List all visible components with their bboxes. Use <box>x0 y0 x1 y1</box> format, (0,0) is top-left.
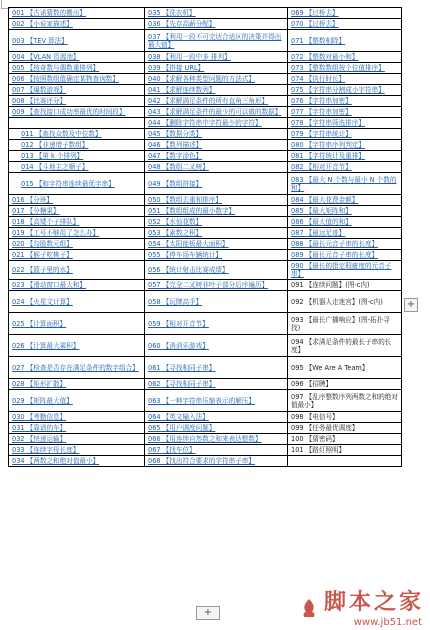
table-row <box>9 434 402 445</box>
index-link-3[interactable]: 072 【整数对最小和】 <box>288 52 402 63</box>
index-link-3[interactable]: 091 【连续问题】(图-c内) <box>288 280 402 291</box>
index-link-1[interactable]: 029 【矩阵最大值】 <box>9 390 145 412</box>
index-link-2[interactable]: 036 【先存高薪分配】 <box>145 19 288 30</box>
table-row <box>9 195 402 206</box>
index-link-2[interactable]: 067 【找车位】 <box>145 445 288 456</box>
index-link-2[interactable]: 052 【水仙花数】 <box>145 217 288 228</box>
index-link-3[interactable]: 070 【过桥去】 <box>288 19 402 30</box>
index-link-3[interactable]: 090 【最长的指定瑕疵度的元音子串】 <box>288 261 402 280</box>
table-row <box>9 30 402 52</box>
index-link-1[interactable]: 002 【小说家描述】 <box>9 19 145 30</box>
index-link-1[interactable]: 013 【第 k 个排列】 <box>9 151 145 162</box>
index-link-1[interactable]: 021 【猴子吃桃子】 <box>9 250 145 261</box>
add-row-plus-icon[interactable]: + <box>196 606 220 620</box>
index-link-2[interactable]: 037 【利用一段不可完达合适区的决策并得出最大值】 <box>145 30 288 52</box>
index-link-2[interactable]: 045 【数据分类】 <box>145 129 288 140</box>
index-link-1[interactable]: 034 【两数之和绝对值最小】 <box>9 456 145 467</box>
index-link-1[interactable]: 030 【考勤信息】 <box>9 412 145 423</box>
index-link-3[interactable]: 096 【招聘】 <box>288 379 402 390</box>
index-link-1[interactable]: 009 【查找接口成功率最优的时间段】 <box>9 107 145 118</box>
index-link-1[interactable]: 023 【滑动窗口最大和】 <box>9 280 145 291</box>
table-row <box>9 74 402 85</box>
table-row <box>9 412 402 423</box>
index-link-2[interactable]: 051 【数组组成的最小数字】 <box>145 206 288 217</box>
table-row <box>9 206 402 217</box>
index-link-2[interactable]: 058 【玩牌高手】 <box>145 291 288 313</box>
index-link-3[interactable]: 089 【最长元音子串的长度】 <box>288 250 402 261</box>
index-link-2[interactable]: 038 【利用一段中多 排列】 <box>145 52 288 63</box>
index-link-3[interactable]: 082 【相对开音节】 <box>288 162 402 173</box>
table-row <box>9 379 402 390</box>
index-link-3[interactable]: 080 【字符串序列判定】 <box>288 140 402 151</box>
watermark-url: www.jb51.net <box>353 617 422 628</box>
index-link-1[interactable]: 015 【和字符串连续最优字串】 <box>9 173 145 195</box>
index-link-2[interactable]: 050 【数组去重和排序】 <box>145 195 288 206</box>
index-link-2[interactable]: 066 【用连续自然数之和来表达整数】 <box>145 434 288 445</box>
index-link-2[interactable]: 062 【寻找相同子串】 <box>145 379 288 390</box>
index-link-3[interactable]: 078 【字符串筛选排序】 <box>288 118 402 129</box>
index-link-1[interactable]: 022 【篮子里的水】 <box>9 261 145 280</box>
table-row <box>9 173 402 195</box>
index-link-3[interactable]: 092 【机器人走迷宫】(图-c内) <box>288 291 402 313</box>
index-link-2[interactable]: 040 【求解各种类型问题的方法式】 <box>145 74 288 85</box>
index-link-2[interactable]: 048 【数组二叉树】 <box>145 162 288 173</box>
index-link-2[interactable]: 043 【求解满足条件的最少的可以做的数据】 <box>145 107 288 118</box>
index-link-2[interactable]: 057 【完全二叉树非叶子部分后序遍历】 <box>145 280 288 291</box>
index-link-2[interactable]: 055 【停车场车辆统计】 <box>145 250 288 261</box>
site-logo-icon <box>300 598 318 620</box>
index-link-2[interactable]: 041 【求解连续数列】 <box>145 85 288 96</box>
table-row <box>9 390 402 412</box>
index-link-1[interactable]: 011 【查找众数及中位数】 <box>9 129 145 140</box>
index-link-3[interactable]: 073 【整数数组按个位值排序】 <box>288 63 402 74</box>
index-link-2[interactable]: 044 【删除字符串中字符最少的字符】 <box>145 118 288 129</box>
index-link-2[interactable]: 056 【统计射击比赛成绩】 <box>145 261 288 280</box>
table-row <box>9 239 402 250</box>
table-row <box>9 423 402 434</box>
index-link-3[interactable]: 093 【最长广播响应】(图-拓扑寻找) <box>288 313 402 335</box>
table-row <box>9 85 402 96</box>
index-link-2[interactable]: 060 【消消乐游戏】 <box>145 335 288 357</box>
index-link-3[interactable]: 076 【字符串加密】 <box>288 96 402 107</box>
index-link-1[interactable]: 025 【计算面积】 <box>9 313 145 335</box>
index-link-1[interactable]: 008 【比赛评分】 <box>9 96 145 107</box>
table-row <box>9 63 402 74</box>
index-link-1[interactable]: 032 【快递运输】 <box>9 434 145 445</box>
table-row <box>9 217 402 228</box>
index-link-1[interactable]: 028 【矩形扩散】 <box>9 379 145 390</box>
index-link-2[interactable]: 042 【求解满足条件的所有直角三角形】 <box>145 96 288 107</box>
index-link-3[interactable]: 095 【We Are A Team】 <box>288 357 402 379</box>
table-row <box>9 140 402 151</box>
index-link-1[interactable]: 020 【勾股数元组】 <box>9 239 145 250</box>
index-link-3[interactable]: 099 【任务最优调度】 <box>288 423 402 434</box>
watermark-brand: 脚本之家 <box>323 589 424 615</box>
index-link-3[interactable]: 081 【字符统计及重排】 <box>288 151 402 162</box>
index-link-1[interactable]: 018 【高矮个子排队】 <box>9 217 145 228</box>
table-row <box>9 357 402 379</box>
table-row <box>9 19 402 30</box>
add-column-plus-icon[interactable]: + <box>404 298 418 312</box>
table-row <box>9 291 402 313</box>
index-link-3[interactable]: 079 【字符串统计】 <box>288 129 402 140</box>
index-link-1[interactable]: 014 【斗地主之顺子】 <box>9 162 145 173</box>
index-link-3[interactable]: 069 【过桥去】 <box>288 8 402 19</box>
index-link-2[interactable]: 068 【找出符合要求的字符串子串】 <box>145 456 288 467</box>
index-link-3[interactable]: 100 【猜密码】 <box>288 434 402 445</box>
index-link-1[interactable]: 024 【火星文计算】 <box>9 291 145 313</box>
index-link-2[interactable]: 063 【一种字符串压缩表示的解压】 <box>145 390 288 412</box>
table-row <box>9 280 402 291</box>
index-link-1[interactable]: 007 【爆数游戏】 <box>9 85 145 96</box>
index-link-3[interactable]: 101 【路灯照明】 <box>288 445 402 456</box>
table-row <box>9 313 402 335</box>
index-link-1 <box>9 118 145 129</box>
index-link-1[interactable]: 033 【连续字母长度】 <box>9 445 145 456</box>
index-link-1[interactable]: 001 【古诺猜数的搬出】 <box>9 8 145 19</box>
index-link-3 <box>288 456 402 467</box>
index-link-3[interactable]: 098 【电信号】 <box>288 412 402 423</box>
index-link-3[interactable]: 094 【求满足条件的最长子串的长度】 <box>288 335 402 357</box>
table-row <box>9 107 402 118</box>
index-link-1[interactable]: 017 【分糖果】 <box>9 206 145 217</box>
index-link-2[interactable]: 047 【数字涂色】 <box>145 151 288 162</box>
table-row <box>9 261 402 280</box>
index-link-3[interactable]: 097 【乱序整数序列两数之和的绝对值最小】 <box>288 390 402 412</box>
index-link-2[interactable]: 065 【用户调度问题】 <box>145 423 288 434</box>
index-link-1[interactable]: 026 【计算最大乘积】 <box>9 335 145 357</box>
table-row <box>9 8 402 19</box>
index-link-3[interactable]: 071 【整数相除】 <box>288 30 402 52</box>
table-row <box>9 118 402 129</box>
index-link-1[interactable]: 003 【TEV 算法】 <box>9 30 145 52</box>
index-link-1[interactable]: 006 【按照数组值确定某物查询数】 <box>9 74 145 85</box>
table-row <box>9 456 402 467</box>
table-row <box>9 129 402 140</box>
table-row <box>9 151 402 162</box>
index-link-1[interactable]: 004 【VLAN 资源池】 <box>9 52 145 63</box>
index-link-2[interactable]: 061 【寻找相同子串】 <box>145 357 288 379</box>
index-link-1[interactable]: 005 【按奇数与偶数重排列】 <box>9 63 145 74</box>
table-row <box>9 445 402 456</box>
index-link-3[interactable]: 083 【最大 N 个数与最小 N 个数的和】 <box>288 173 402 195</box>
index-link-2[interactable]: 054 【太阳能板最大面积】 <box>145 239 288 250</box>
index-link-3[interactable]: 086 【最大值的和】 <box>288 217 402 228</box>
index-link-1[interactable]: 012 【非递增子数组】 <box>9 140 145 151</box>
table-row <box>9 250 402 261</box>
index-link-2[interactable]: 039 【拼接 URL】 <box>145 63 288 74</box>
table-row <box>9 228 402 239</box>
index-link-1[interactable]: 027 【检查是否存在满足条件的数字组合】 <box>9 357 145 379</box>
index-link-3[interactable]: 085 【最大矩阵和】 <box>288 206 402 217</box>
table-row <box>9 52 402 63</box>
index-link-2[interactable]: 035 【洗衣机】 <box>145 8 288 19</box>
index-link-2[interactable]: 059 【相对开音节】 <box>145 313 288 335</box>
index-link-3[interactable]: 088 【最长元音子串的长度】 <box>288 239 402 250</box>
index-link-3[interactable]: 084 【最大花费金额】 <box>288 195 402 206</box>
index-link-3[interactable]: 077 【字符串加密】 <box>288 107 402 118</box>
topic-index-table <box>8 7 402 467</box>
index-link-1[interactable]: 016 【分班】 <box>9 195 145 206</box>
table-row <box>9 162 402 173</box>
index-link-2[interactable]: 053 【素数之积】 <box>145 228 288 239</box>
index-link-2[interactable]: 064 【英文输入法】 <box>145 412 288 423</box>
table-row <box>9 96 402 107</box>
index-link-2[interactable]: 046 【数列描述】 <box>145 140 288 151</box>
index-link-3[interactable]: 075 【字符串分割成小字符串】 <box>288 85 402 96</box>
index-link-1[interactable]: 019 【工号不够用了怎么办】 <box>9 228 145 239</box>
index-link-3[interactable]: 087 【最远足迹】 <box>288 228 402 239</box>
index-link-2[interactable]: 049 【数组拼接】 <box>145 173 288 195</box>
table-row <box>9 335 402 357</box>
index-link-1[interactable]: 031 【靠谱的车】 <box>9 423 145 434</box>
index-link-3[interactable]: 074 【执行时长】 <box>288 74 402 85</box>
